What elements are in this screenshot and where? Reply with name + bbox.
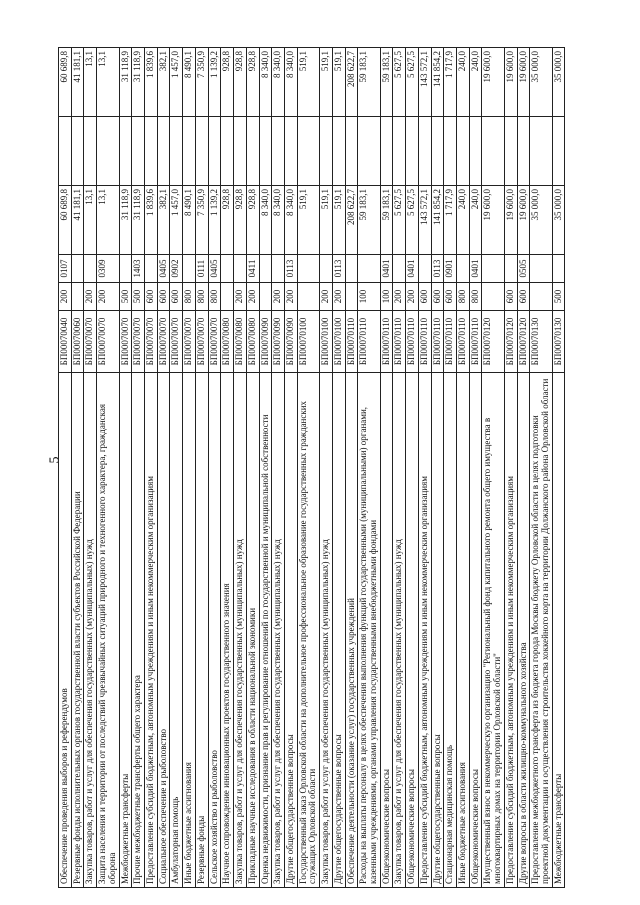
table-row — [195, 48, 208, 888]
expense-type-cell: 200 — [332, 283, 345, 311]
change-cell — [195, 117, 208, 186]
total-cell: 7 350,9 — [195, 48, 208, 117]
amount-cell: 1 457,0 — [170, 186, 183, 255]
expense-type-cell: 200 — [272, 283, 285, 311]
change-cell — [332, 117, 345, 186]
table-row — [259, 48, 272, 888]
row-name-cell: Закупка товаров, работ и услуг для обеспечения государственных (муниципальных) нужд — [393, 373, 406, 888]
amount-cell: 1 717,9 — [444, 186, 457, 255]
total-cell: 1 139,2 — [208, 48, 221, 117]
row-name-cell: Другие общегосударственные вопросы — [332, 373, 345, 888]
total-cell: 59 183,1 — [380, 48, 393, 117]
row-name-cell: Прикладные научные исследования в области национальной экономики — [246, 373, 259, 888]
row-name-cell: Оценка недвижимости, признание прав и регулирование отношений по государственной и муниципальной собственности — [259, 373, 272, 888]
expense-type-cell: 800 — [457, 283, 470, 311]
section-cell — [530, 255, 552, 283]
change-cell — [358, 117, 380, 186]
total-cell: 519,1 — [297, 48, 319, 117]
expense-type-cell: 600 — [170, 283, 183, 311]
row-name-cell: Социальное обеспечение и рыболовство — [157, 373, 170, 888]
total-cell: 208 622,7 — [345, 48, 358, 117]
total-cell: 1 717,9 — [444, 48, 457, 117]
target-article-cell: БП00070110 — [358, 311, 380, 373]
total-cell: 1 457,0 — [170, 48, 183, 117]
change-cell — [132, 117, 145, 186]
expense-type-cell — [530, 283, 552, 311]
change-cell — [297, 117, 319, 186]
target-article-cell: БП00070110 — [406, 311, 419, 373]
expense-type-cell — [482, 283, 504, 311]
section-cell: 0113 — [431, 255, 444, 283]
change-cell — [530, 117, 552, 186]
total-cell: 60 689,8 — [59, 48, 72, 117]
amount-cell: 31 118,9 — [119, 186, 132, 255]
target-article-cell: БП00070070 — [195, 311, 208, 373]
expense-type-cell: 200 — [246, 283, 259, 311]
section-cell — [418, 255, 431, 283]
expense-type-cell: 600 — [504, 283, 517, 311]
expense-type-cell — [345, 283, 358, 311]
table-row — [234, 48, 247, 888]
section-cell — [183, 255, 196, 283]
change-cell — [380, 117, 393, 186]
total-cell: 31 118,9 — [132, 48, 145, 117]
expense-type-cell: 500 — [552, 283, 565, 311]
total-cell: 13,1 — [84, 48, 97, 117]
expense-type-cell: 200 — [320, 283, 333, 311]
expense-type-cell — [71, 283, 84, 311]
change-cell — [157, 117, 170, 186]
row-name-cell: Закупка товаров, работ и услуг для обеспечения государственных (муниципальных) нужд — [320, 373, 333, 888]
change-cell — [444, 117, 457, 186]
amount-cell: 59 183,1 — [358, 186, 380, 255]
total-cell: 519,1 — [332, 48, 345, 117]
total-cell: 240,0 — [457, 48, 470, 117]
change-cell — [345, 117, 358, 186]
amount-cell: 7 350,9 — [195, 186, 208, 255]
target-article-cell: БП00070070 — [119, 311, 132, 373]
row-name-cell: Другие общегосударственные вопросы — [284, 373, 297, 888]
expense-type-cell: 800 — [469, 283, 482, 311]
target-article-cell: БП00070110 — [380, 311, 393, 373]
target-article-cell: БП00070080 — [234, 311, 247, 373]
total-cell: 8 340,0 — [272, 48, 285, 117]
total-cell: 1 839,6 — [145, 48, 158, 117]
change-cell — [259, 117, 272, 186]
budget-table-body — [59, 48, 565, 888]
amount-cell: 13,1 — [84, 186, 97, 255]
change-cell — [406, 117, 419, 186]
section-cell — [457, 255, 470, 283]
amount-cell: 141 854,2 — [431, 186, 444, 255]
section-cell — [358, 255, 380, 283]
amount-cell: 8 340,0 — [259, 186, 272, 255]
section-cell — [345, 255, 358, 283]
amount-cell: 240,0 — [457, 186, 470, 255]
table-row — [393, 48, 406, 888]
expense-type-cell: 200 — [406, 283, 419, 311]
target-article-cell: БП00070130 — [552, 311, 565, 373]
total-cell: 8 340,0 — [259, 48, 272, 117]
page-number: 5 — [47, 456, 63, 464]
target-article-cell: БП00070110 — [393, 311, 406, 373]
change-cell — [119, 117, 132, 186]
expense-type-cell — [221, 283, 234, 311]
amount-cell: 60 689,8 — [59, 186, 72, 255]
target-article-cell: БП00070090 — [272, 311, 285, 373]
total-cell: 35 000,0 — [530, 48, 552, 117]
table-row — [297, 48, 319, 888]
section-cell: 0113 — [332, 255, 345, 283]
change-cell — [431, 117, 444, 186]
total-cell: 8 490,1 — [183, 48, 196, 117]
change-cell — [84, 117, 97, 186]
row-name-cell: Закупка товаров, работ и услуг для обеспечения государственных (муниципальных) нужд — [272, 373, 285, 888]
expense-type-cell — [297, 283, 319, 311]
target-article-cell: БП00070100 — [297, 311, 319, 373]
target-article-cell: БП00070070 — [157, 311, 170, 373]
section-cell: 0309 — [97, 255, 119, 283]
change-cell — [97, 117, 119, 186]
amount-cell: 31 118,9 — [132, 186, 145, 255]
expense-type-cell: 600 — [157, 283, 170, 311]
expense-type-cell: 600 — [431, 283, 444, 311]
section-cell: 1403 — [132, 255, 145, 283]
section-cell — [320, 255, 333, 283]
section-cell — [84, 255, 97, 283]
row-name-cell: Расходы на выплаты персоналу в целях обеспечения выполнения функций государственными (муниципальными) органами, казенными учреждениями, органами управления государственными внебюджетными фондами — [358, 373, 380, 888]
change-cell — [504, 117, 517, 186]
amount-cell: 41 181,1 — [71, 186, 84, 255]
expense-type-cell: 600 — [145, 283, 158, 311]
row-name-cell: Закупка товаров, работ и услуг для обеспечения государственных (муниципальных) нужд — [84, 373, 97, 888]
target-article-cell: БП00070110 — [469, 311, 482, 373]
section-cell — [259, 255, 272, 283]
expense-type-cell: 600 — [444, 283, 457, 311]
total-cell: 5 627,5 — [393, 48, 406, 117]
section-cell: 0401 — [380, 255, 393, 283]
amount-cell: 928,8 — [221, 186, 234, 255]
target-article-cell: БП00070110 — [345, 311, 358, 373]
row-name-cell: Научное сопровождение инновационных проектов государственного значения — [221, 373, 234, 888]
row-name-cell: Имущественный взнос в некоммерческую организацию "Региональный фонд капитального ремонта общего имущества в многоквартирных домах на территории Орловской области" — [482, 373, 504, 888]
change-cell — [246, 117, 259, 186]
table-row — [59, 48, 72, 888]
amount-cell: 5 627,5 — [393, 186, 406, 255]
target-article-cell: БП00070100 — [320, 311, 333, 373]
row-name-cell: Предоставление межбюджетного трансферта из бюджета города Москвы бюджету Орловской области в целях подготовки проектной документации и осуществления строительства хоккейного корта на территории Должанского района Орловской области — [530, 373, 552, 888]
total-cell: 41 181,1 — [71, 48, 84, 117]
row-name-cell: Межбюджетные трансферты — [119, 373, 132, 888]
section-cell — [221, 255, 234, 283]
table-row — [406, 48, 419, 888]
amount-cell: 519,1 — [320, 186, 333, 255]
change-cell — [393, 117, 406, 186]
section-cell: 0405 — [157, 255, 170, 283]
row-name-cell: Прочие межбюджетные трансферты общего характера — [132, 373, 145, 888]
expense-type-cell: 200 — [59, 283, 72, 311]
expense-type-cell: 200 — [84, 283, 97, 311]
table-row — [84, 48, 97, 888]
row-name-cell: Предоставление субсидий бюджетным, автономным учреждениям и иным некоммерческим организациям — [145, 373, 158, 888]
amount-cell: 19 600,0 — [517, 186, 530, 255]
change-cell — [221, 117, 234, 186]
row-name-cell: Резервные фонды — [195, 373, 208, 888]
row-name-cell: Другие общегосударственные вопросы — [431, 373, 444, 888]
row-name-cell: Иные бюджетные ассигнования — [457, 373, 470, 888]
row-name-cell: Резервные фонды исполнительных органов государственной власти субъектов Российской Федерации — [71, 373, 84, 888]
target-article-cell: БП00070100 — [332, 311, 345, 373]
section-cell: 0401 — [406, 255, 419, 283]
target-article-cell: БП00070070 — [183, 311, 196, 373]
amount-cell: 519,1 — [297, 186, 319, 255]
expense-type-cell: 800 — [195, 283, 208, 311]
change-cell — [145, 117, 158, 186]
section-cell — [482, 255, 504, 283]
table-row — [517, 48, 530, 888]
row-name-cell: Другие вопросы в области жилищно-коммунального хозяйства — [517, 373, 530, 888]
target-article-cell: БП00070120 — [517, 311, 530, 373]
expense-type-cell: 600 — [517, 283, 530, 311]
change-cell — [457, 117, 470, 186]
change-cell — [208, 117, 221, 186]
target-article-cell: БП00070130 — [530, 311, 552, 373]
expense-type-cell: 100 — [358, 283, 380, 311]
table-row — [358, 48, 380, 888]
amount-cell: 1 839,6 — [145, 186, 158, 255]
target-article-cell: БП00070120 — [482, 311, 504, 373]
budget-table — [58, 47, 565, 888]
section-cell — [297, 255, 319, 283]
section-cell: 0411 — [246, 255, 259, 283]
table-row — [119, 48, 132, 888]
row-name-cell: Стационарная медицинская помощь — [444, 373, 457, 888]
table-row — [418, 48, 431, 888]
row-name-cell: Государственный заказ Орловской области на дополнительное профессиональное образование государственных гражданских служащих Орловской области — [297, 373, 319, 888]
table-row — [272, 48, 285, 888]
expense-type-cell: 100 — [380, 283, 393, 311]
table-row — [208, 48, 221, 888]
table-row — [552, 48, 565, 888]
section-cell: 0113 — [284, 255, 297, 283]
change-cell — [284, 117, 297, 186]
row-name-cell: Сельское хозяйство и рыболовство — [208, 373, 221, 888]
target-article-cell: БП00070070 — [170, 311, 183, 373]
total-cell: 35 000,0 — [552, 48, 565, 117]
amount-cell: 19 600,0 — [482, 186, 504, 255]
table-row — [504, 48, 517, 888]
section-cell — [393, 255, 406, 283]
row-name-cell: Предоставление субсидий бюджетным, автономным учреждениям и иным некоммерческим организациям — [418, 373, 431, 888]
target-article-cell: БП00070070 — [145, 311, 158, 373]
table-row — [71, 48, 84, 888]
section-cell — [145, 255, 158, 283]
total-cell: 928,8 — [234, 48, 247, 117]
budget-table-sheet — [58, 48, 578, 888]
target-article-cell: БП00070110 — [444, 311, 457, 373]
amount-cell: 13,1 — [97, 186, 119, 255]
total-cell: 19 600,0 — [517, 48, 530, 117]
amount-cell: 240,0 — [469, 186, 482, 255]
row-name-cell: Амбулаторная помощь — [170, 373, 183, 888]
amount-cell: 928,8 — [246, 186, 259, 255]
table-row — [457, 48, 470, 888]
target-article-cell: БП00070040 — [59, 311, 72, 373]
expense-type-cell: 500 — [119, 283, 132, 311]
total-cell: 31 118,9 — [119, 48, 132, 117]
amount-cell: 5 627,5 — [406, 186, 419, 255]
table-row — [284, 48, 297, 888]
section-cell: 0107 — [59, 255, 72, 283]
section-cell: 0405 — [208, 255, 221, 283]
amount-cell: 928,8 — [234, 186, 247, 255]
target-article-cell: БП00070110 — [457, 311, 470, 373]
table-row — [221, 48, 234, 888]
section-cell — [71, 255, 84, 283]
change-cell — [71, 117, 84, 186]
row-name-cell: Предоставление субсидий бюджетным, автономным учреждениям и иным некоммерческим организациям — [504, 373, 517, 888]
expense-type-cell: 800 — [208, 283, 221, 311]
target-article-cell: БП00070090 — [259, 311, 272, 373]
expense-type-cell: 800 — [183, 283, 196, 311]
amount-cell: 8 490,1 — [183, 186, 196, 255]
table-row — [183, 48, 196, 888]
target-article-cell: БП00070070 — [208, 311, 221, 373]
amount-cell: 519,1 — [332, 186, 345, 255]
total-cell: 19 600,0 — [504, 48, 517, 117]
section-cell: 0401 — [469, 255, 482, 283]
table-row — [345, 48, 358, 888]
change-cell — [552, 117, 565, 186]
target-article-cell: БП00070070 — [84, 311, 97, 373]
amount-cell: 382,1 — [157, 186, 170, 255]
section-cell: 0902 — [170, 255, 183, 283]
total-cell: 240,0 — [469, 48, 482, 117]
change-cell — [320, 117, 333, 186]
change-cell — [482, 117, 504, 186]
section-cell — [119, 255, 132, 283]
target-article-cell: БП00070090 — [284, 311, 297, 373]
row-name-cell: Общеэкономические вопросы — [380, 373, 393, 888]
expense-type-cell: 600 — [418, 283, 431, 311]
change-cell — [170, 117, 183, 186]
amount-cell: 1 139,2 — [208, 186, 221, 255]
total-cell: 519,1 — [320, 48, 333, 117]
change-cell — [234, 117, 247, 186]
table-row — [97, 48, 119, 888]
table-row — [431, 48, 444, 888]
change-cell — [183, 117, 196, 186]
table-row — [246, 48, 259, 888]
row-name-cell: Общеэкономические вопросы — [469, 373, 482, 888]
total-cell: 141 854,2 — [431, 48, 444, 117]
table-row — [444, 48, 457, 888]
amount-cell: 19 600,0 — [504, 186, 517, 255]
total-cell: 5 627,5 — [406, 48, 419, 117]
total-cell: 928,8 — [221, 48, 234, 117]
table-row — [530, 48, 552, 888]
expense-type-cell: 200 — [97, 283, 119, 311]
total-cell: 13,1 — [97, 48, 119, 117]
change-cell — [59, 117, 72, 186]
section-cell — [272, 255, 285, 283]
amount-cell: 59 183,1 — [380, 186, 393, 255]
amount-cell: 143 572,1 — [418, 186, 431, 255]
table-row — [157, 48, 170, 888]
change-cell — [418, 117, 431, 186]
section-cell: 0901 — [444, 255, 457, 283]
table-row — [380, 48, 393, 888]
expense-type-cell — [259, 283, 272, 311]
row-name-cell: Обеспечение проведения выборов и референдумов — [59, 373, 72, 888]
target-article-cell: БП00070080 — [221, 311, 234, 373]
row-name-cell: Иные бюджетные ассигнования — [183, 373, 196, 888]
table-row — [482, 48, 504, 888]
change-cell — [272, 117, 285, 186]
row-name-cell: Общеэкономические вопросы — [406, 373, 419, 888]
amount-cell: 35 000,0 — [530, 186, 552, 255]
expense-type-cell: 200 — [284, 283, 297, 311]
amount-cell: 8 340,0 — [284, 186, 297, 255]
row-name-cell: Защита населения и территории от последствий чрезвычайных ситуаций природного и техногенного характера, гражданская оборона — [97, 373, 119, 888]
row-name-cell: Закупка товаров, работ и услуг для обеспечения государственных (муниципальных) нужд — [234, 373, 247, 888]
section-cell — [234, 255, 247, 283]
total-cell: 59 183,1 — [358, 48, 380, 117]
change-cell — [469, 117, 482, 186]
amount-cell: 208 622,7 — [345, 186, 358, 255]
total-cell: 8 340,0 — [284, 48, 297, 117]
row-name-cell: Межбюджетные трансферты — [552, 373, 565, 888]
expense-type-cell: 500 — [132, 283, 145, 311]
table-row — [469, 48, 482, 888]
amount-cell: 8 340,0 — [272, 186, 285, 255]
change-cell — [517, 117, 530, 186]
total-cell: 382,1 — [157, 48, 170, 117]
expense-type-cell: 200 — [234, 283, 247, 311]
table-row — [332, 48, 345, 888]
total-cell: 143 572,1 — [418, 48, 431, 117]
expense-type-cell: 200 — [393, 283, 406, 311]
total-cell: 928,8 — [246, 48, 259, 117]
target-article-cell: БП00070070 — [132, 311, 145, 373]
table-row — [132, 48, 145, 888]
section-cell: 0111 — [195, 255, 208, 283]
amount-cell: 35 000,0 — [552, 186, 565, 255]
table-row — [320, 48, 333, 888]
table-row — [170, 48, 183, 888]
target-article-cell: БП00070070 — [97, 311, 119, 373]
section-cell — [552, 255, 565, 283]
section-cell: 0505 — [517, 255, 530, 283]
table-row — [145, 48, 158, 888]
target-article-cell: БП00070120 — [504, 311, 517, 373]
target-article-cell: БП00070060 — [71, 311, 84, 373]
row-name-cell: Обеспечение деятельности (оказание услуг) государственных учреждений — [345, 373, 358, 888]
section-cell — [504, 255, 517, 283]
target-article-cell: БП00070110 — [431, 311, 444, 373]
target-article-cell: БП00070080 — [246, 311, 259, 373]
target-article-cell: БП00070110 — [418, 311, 431, 373]
total-cell: 19 600,0 — [482, 48, 504, 117]
